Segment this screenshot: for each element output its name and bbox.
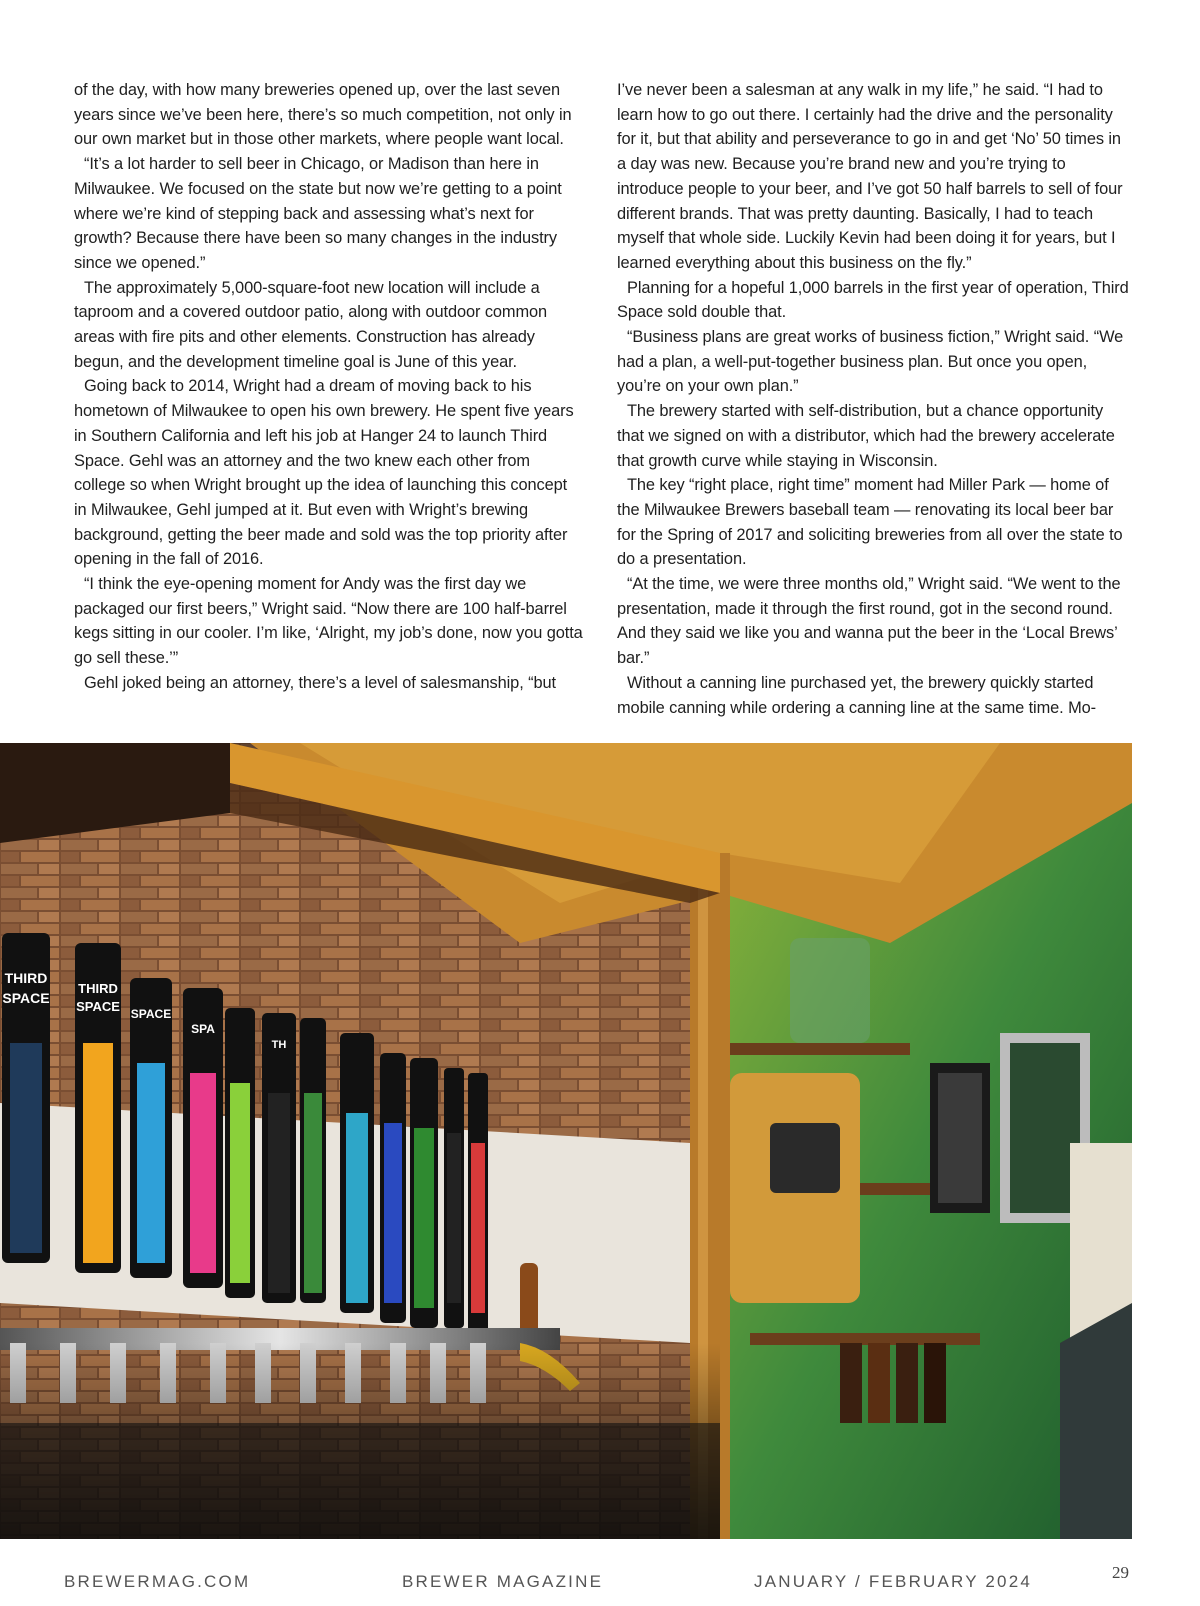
tap-handle (300, 1018, 326, 1303)
tap-handle (410, 1058, 438, 1328)
paragraph: “At the time, we were three months old,” Wright said. “We went to the presentation, made it through the first round, got in the second round. And they said we like you and wanna put the beer in the ‘Local Brews’ bar.” (617, 575, 1121, 668)
paragraph: “It’s a lot harder to sell beer in Chicago, or Madison than here in Milwaukee. We focused on the state but now we’re getting to a point where we’re kind of stepping back and assessing what’s next for growth? Because there have been so many changes in the industry since we opened.” (74, 155, 562, 272)
paragraph: Without a canning line purchased yet, the brewery quickly started mobile canning while ordering a canning line at the same time. Mo- (617, 673, 1097, 717)
svg-text:THIRD: THIRD (78, 981, 118, 996)
tap-handle (380, 1053, 406, 1323)
svg-text:SPACE: SPACE (130, 1007, 172, 1021)
article-column-left (74, 78, 584, 696)
footer-issue: JANUARY / FEBRUARY 2024 (754, 1572, 1032, 1591)
tap-handle (468, 1073, 488, 1333)
tap-handle (262, 1013, 296, 1303)
magazine-rack (1060, 1303, 1132, 1539)
svg-text:THIRD: THIRD (4, 970, 48, 986)
tap-handle (75, 943, 121, 1273)
svg-text:SPACE: SPACE (76, 999, 120, 1014)
paragraph: Gehl joked being an attorney, there’s a level of salesmanship, “but (84, 673, 556, 692)
tap-handle (183, 988, 223, 1288)
paragraph: The approximately 5,000-square-foot new location will include a taproom and a covered outdoor patio, along with outdoor common areas with fire pits and other elements. Construction has already begun, and the development timeline goal is June of this year. (74, 278, 548, 371)
footer-magazine: BREWER MAGAZINE (402, 1572, 604, 1591)
paragraph: Going back to 2014, Wright had a dream of moving back to his hometown of Milwaukee to open his own brewery. He spent five years in Southern California and left his job at Hanger 24 to launch Third Space. Gehl was an attorney and the two knew each other from college so when Wright brought up the idea of launching this concept in Milwaukee, Gehl jumped at it. But even with Wright’s brewing background, getting the beer made and sold was the top priority after opening in the fall of 2016. (74, 377, 574, 569)
paragraph: The brewery started with self-distribution, but a chance opportunity that we signed on with a distributor, which had the brewery accelerate that growth curve while staying in Wisconsin. (617, 402, 1115, 470)
tap-handle (340, 1033, 374, 1313)
paragraph: “Business plans are great works of business fiction,” Wright said. “We had a plan, a well-put-together business plan. But once you open, you’re on your own plan.” (617, 328, 1124, 396)
paragraph: I’ve never been a salesman at any walk in my life,” he said. “I had to learn how to go out there. I certainly had the drive and the personality for it, but that ability and perseverance to go in and get ‘No’ 50 times in a day was new. Because you’re brand new and you’re trying to introduce people to your beer, and I’ve got 50 half barrels to sell of four different brands. That was pretty daunting. Basically, I had to teach myself that whole side. Luckily Kevin had been doing it for years, but I learned everything about this business on the fly.” (617, 81, 1123, 272)
paragraph: Planning for a hopeful 1,000 barrels in the first year of operation, Third Space sold double that. (617, 278, 1129, 322)
tap-handle (444, 1068, 464, 1328)
tap-handle (2, 933, 50, 1263)
page-number: 29 (1112, 1563, 1129, 1582)
taproom-photo (0, 743, 1132, 1539)
svg-text:TH: TH (271, 1039, 287, 1051)
tap-handle (130, 978, 172, 1278)
paragraph: of the day, with how many breweries opened up, over the last seven years since we’ve been here, there’s so much competition, not only in our own market but in those other markets, where people want local. (74, 81, 572, 149)
paragraph: The key “right place, right time” moment had Miller Park — home of the Milwaukee Brewers baseball team — renovating its local beer bar for the Spring of 2017 and soliciting breweries from all over the state to do a presentation. (617, 476, 1123, 569)
footer-website: BREWERMAG.COM (64, 1572, 251, 1591)
paragraph: “I think the eye-opening moment for Andy was the first day we packaged our first beers,” Wright said. “Now there are 100 half-barrel kegs sitting in our cooler. I’m like, ‘Alright, my job’s done, now you gotta go sell these.’” (74, 575, 583, 668)
svg-text:SPA: SPA (191, 1022, 215, 1036)
svg-text:SPACE: SPACE (2, 990, 50, 1006)
tap-handle (225, 1008, 255, 1298)
article-column-right (617, 78, 1132, 720)
shelf (730, 1043, 910, 1055)
